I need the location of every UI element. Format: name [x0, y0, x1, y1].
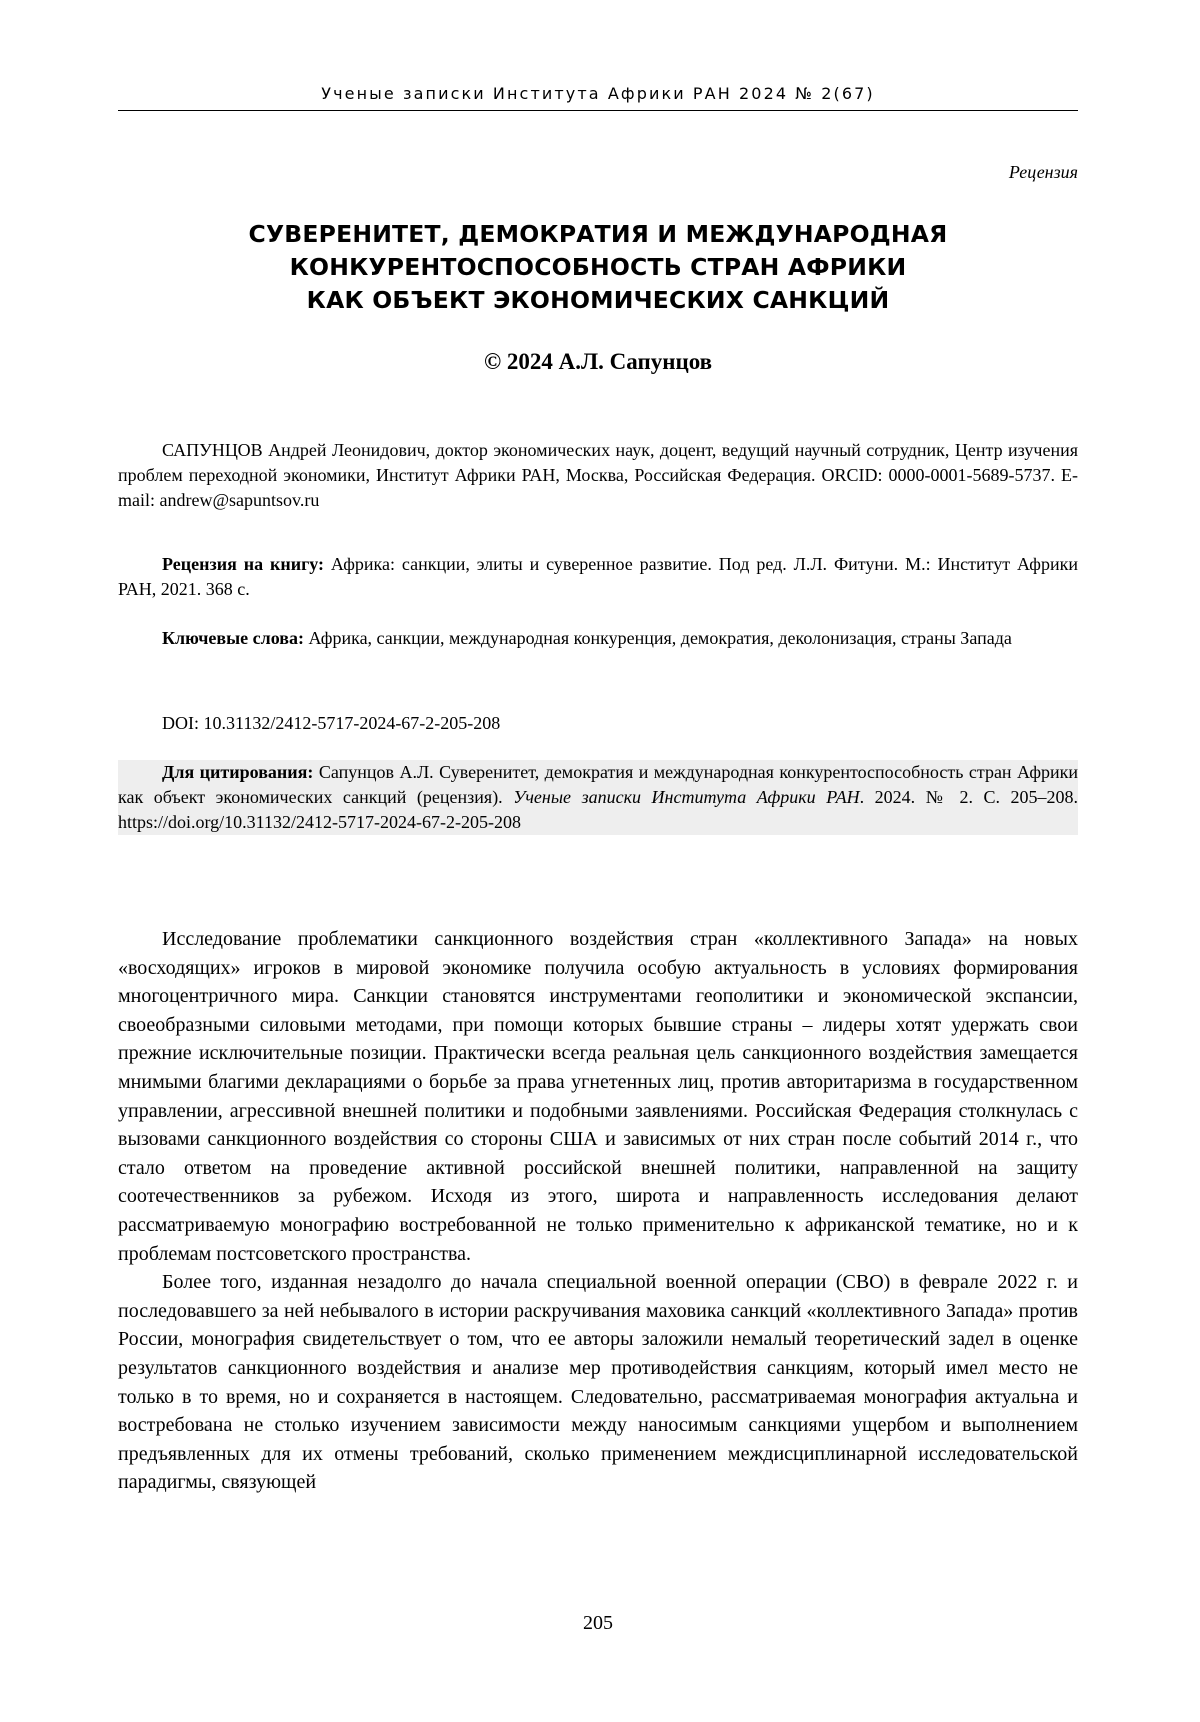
body-paragraph: Более того, изданная незадолго до начала специальной военной операции (СВО) в феврале 2022 г. и последовавшего за ней небывалого в истории раскручивания маховика санкций «коллективного Запада» против России, монография свидетельствует о том, что ее авторы заложили немалый теоретический задел в оценке результатов санкционного воздействия и анализе мер противодействия санкциям, который имел место не только в то время, но и сохраняется в настоящем. Следовательно, рассматриваемая монография актуальна и востребована не столько изучением зависимости между наносимым санкциями ущербом и выполнением предъявленных для их отмены требований, сколько применением междисциплинарной исследовательской парадигмы, связующей — [118, 1271, 1078, 1494]
running-head: Ученые записки Института Африки РАН 2024 № 2(67) — [321, 84, 875, 103]
title-line: КАК ОБЪЕКТ ЭКОНОМИЧЕСКИХ САНКЦИЙ — [306, 286, 890, 314]
keywords-paragraph — [118, 626, 1078, 651]
citation-text: Сапунцов А.Л. Суверенитет, демократия и международная конкурентоспособность стран Африки как объект экономических санкций (рецензия). — [118, 762, 1079, 807]
keywords — [118, 626, 1078, 651]
review-paragraph — [118, 552, 1078, 602]
citation-journal: Ученые записки Института Африки РАН — [513, 787, 860, 807]
author-info-text: САПУНЦОВ Андрей Леонидович, доктор экономических наук, доцент, ведущий научный сотрудник, Центр изучения проблем переходной экономики, Институт Африки РАН, Москва, Российская Федерация. ORCID: 0000-0001-5689-5737. E-mail: andrew@sapuntsov.ru — [118, 440, 1078, 510]
doi-text: DOI: 10.31132/2412-5717-2024-67-2-205-208 — [162, 713, 501, 733]
author-line: © 2024 А.Л. Сапунцов — [483, 349, 713, 374]
article-title — [118, 218, 1078, 317]
citation-paragraph — [118, 760, 1078, 835]
page-number: 205 — [583, 1612, 613, 1634]
review-text: Африка: санкции, элиты и суверенное развитие. Под ред. Л.Л. Фитуни. М.: Институт Африки РАН, 2021. 368 с. — [118, 554, 1078, 599]
title-line: СУВЕРЕНИТЕТ, ДЕМОКРАТИЯ И МЕЖДУНАРОДНАЯ — [248, 220, 948, 248]
citation-box — [118, 760, 1078, 835]
title-line: КОНКУРЕНТОСПОСОБНОСТЬ СТРАН АФРИКИ — [289, 253, 907, 281]
article-body — [118, 925, 1078, 1497]
review-info — [118, 552, 1078, 602]
doi — [118, 711, 1078, 736]
keywords-text: Африка, санкции, международная конкуренция, демократия, деколонизация, страны Запада — [303, 628, 1012, 648]
journal-page — [118, 0, 1078, 1722]
header-rule — [118, 110, 1078, 111]
body-paragraph: Исследование проблематики санкционного воздействия стран «коллективного Запада» на новых «восходящих» игроков в мировой экономике получила особую актуальность в условиях формирования многоцентричного мира. Санкции становятся инструментами геополитики и экономической экспансии, своеобразными силовыми методами, при помощи которых бывшие страны – лидеры хотят удержать свои прежние исключительные позиции. Практически всегда реальная цель санкционного воздействия замещается мнимыми благими декларациями о борьбе за права угнетенных лиц, против авторитаризма в государственном управлении, агрессивной внешней политики и подобными заявлениями. Российская Федерация столкнулась с вызовами санкционного воздействия со стороны США и зависимых от них стран после событий 2014 г., что стало ответом на проведение активной российской внешней политики, направленной на защиту соотечественников за рубежом. Исходя из этого, широта и направленность исследования делают рассматриваемую монографию востребованной не только применительно к африканской тематике, но и к проблемам постсоветского пространства. — [118, 928, 1078, 1265]
author-info — [118, 438, 1078, 513]
citation-text-end: . 2024. № 2. С. 205–208. https://doi.org/10.31132/2412-5717-2024-67-2-205-208 — [118, 787, 1079, 832]
review-label: Рецензия на книгу: — [162, 554, 325, 574]
section-label: Рецензия — [1008, 162, 1078, 182]
keywords-label: Ключевые слова: — [162, 628, 304, 648]
citation-label: Для цитирования: — [162, 762, 314, 782]
